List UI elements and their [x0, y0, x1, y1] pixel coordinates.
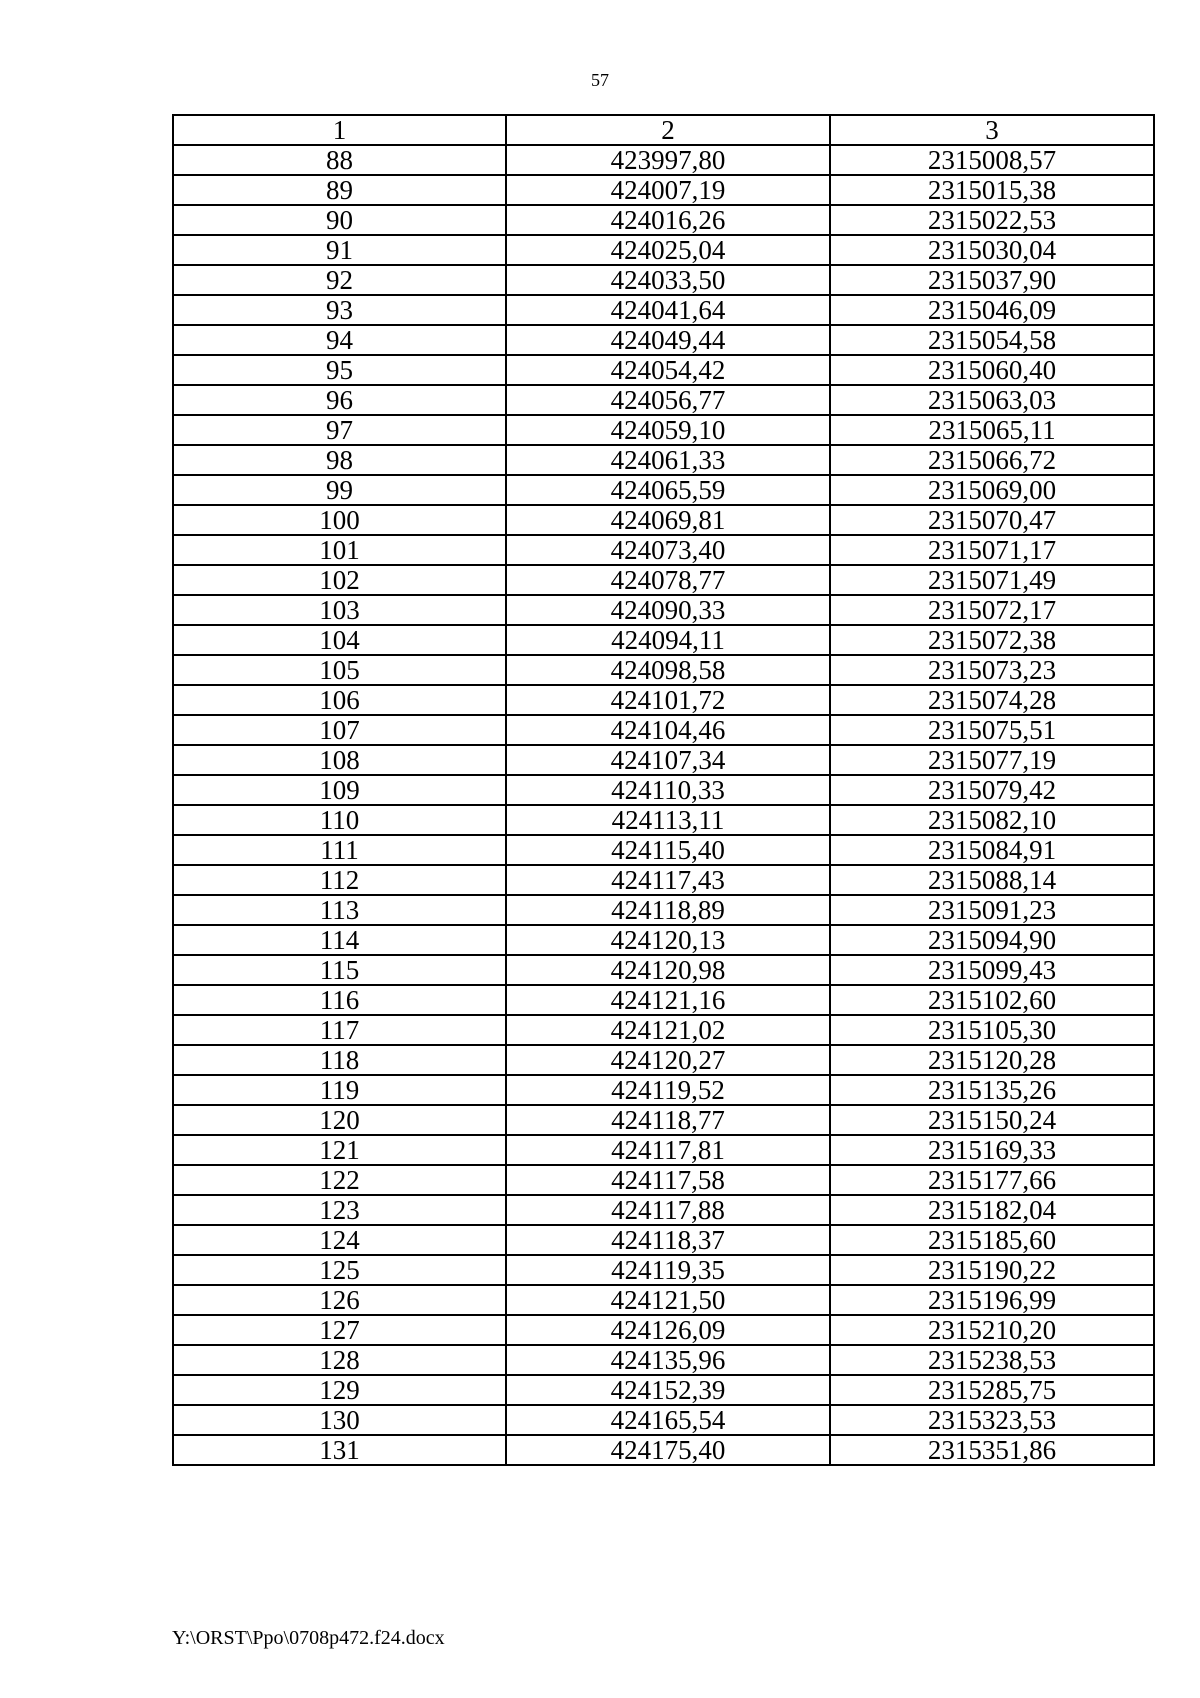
coordinate-x-cell: 424025,04: [506, 235, 830, 265]
coordinate-x-cell: 424117,58: [506, 1165, 830, 1195]
point-number-cell: 127: [173, 1315, 506, 1345]
coordinate-x-cell: 424165,54: [506, 1405, 830, 1435]
coordinate-y-cell: 2315075,51: [830, 715, 1154, 745]
table-row: [173, 355, 1154, 385]
coordinate-y-cell: 2315351,86: [830, 1435, 1154, 1465]
coordinate-x-cell: 424033,50: [506, 265, 830, 295]
table-row: [173, 445, 1154, 475]
header-cell-col1: 1: [173, 115, 506, 145]
coordinate-y-cell: 2315071,17: [830, 535, 1154, 565]
coordinate-x-cell: 424120,27: [506, 1045, 830, 1075]
coordinate-y-cell: 2315196,99: [830, 1285, 1154, 1315]
point-number-cell: 88: [173, 145, 506, 175]
table-row: [173, 415, 1154, 445]
point-number-cell: 114: [173, 925, 506, 955]
coordinate-y-cell: 2315135,26: [830, 1075, 1154, 1105]
coordinate-x-cell: 424175,40: [506, 1435, 830, 1465]
point-number-cell: 100: [173, 505, 506, 535]
point-number-cell: 96: [173, 385, 506, 415]
coordinate-y-cell: 2315022,53: [830, 205, 1154, 235]
coordinate-y-cell: 2315071,49: [830, 565, 1154, 595]
table-row: [173, 235, 1154, 265]
table-row: [173, 595, 1154, 625]
table-row: [173, 775, 1154, 805]
point-number-cell: 105: [173, 655, 506, 685]
coordinate-x-cell: 424016,26: [506, 205, 830, 235]
table-row: [173, 865, 1154, 895]
point-number-cell: 125: [173, 1255, 506, 1285]
coordinate-x-cell: 423997,80: [506, 145, 830, 175]
point-number-cell: 94: [173, 325, 506, 355]
coordinate-y-cell: 2315084,91: [830, 835, 1154, 865]
coordinate-x-cell: 424120,13: [506, 925, 830, 955]
coordinate-y-cell: 2315077,19: [830, 745, 1154, 775]
table-row: [173, 1135, 1154, 1165]
coordinate-x-cell: 424120,98: [506, 955, 830, 985]
coordinates-table: [172, 114, 1155, 1466]
point-number-cell: 118: [173, 1045, 506, 1075]
table-row: [173, 1315, 1154, 1345]
table-row: [173, 955, 1154, 985]
point-number-cell: 95: [173, 355, 506, 385]
table-row: [173, 1195, 1154, 1225]
coordinate-y-cell: 2315063,03: [830, 385, 1154, 415]
table-row: [173, 205, 1154, 235]
coordinate-y-cell: 2315072,38: [830, 625, 1154, 655]
table-row: [173, 985, 1154, 1015]
header-cell-col3: 3: [830, 115, 1154, 145]
point-number-cell: 106: [173, 685, 506, 715]
coordinate-y-cell: 2315073,23: [830, 655, 1154, 685]
point-number-cell: 103: [173, 595, 506, 625]
coordinate-x-cell: 424065,59: [506, 475, 830, 505]
coordinate-y-cell: 2315185,60: [830, 1225, 1154, 1255]
table-row: [173, 475, 1154, 505]
coordinate-y-cell: 2315238,53: [830, 1345, 1154, 1375]
table-row: [173, 1015, 1154, 1045]
coordinate-y-cell: 2315046,09: [830, 295, 1154, 325]
point-number-cell: 129: [173, 1375, 506, 1405]
table-row: [173, 655, 1154, 685]
coordinate-x-cell: 424121,16: [506, 985, 830, 1015]
coordinate-x-cell: 424104,46: [506, 715, 830, 745]
coordinate-x-cell: 424117,88: [506, 1195, 830, 1225]
point-number-cell: 116: [173, 985, 506, 1015]
coordinate-y-cell: 2315065,11: [830, 415, 1154, 445]
table-header-row: [173, 115, 1154, 145]
table-row: [173, 1225, 1154, 1255]
coordinate-y-cell: 2315285,75: [830, 1375, 1154, 1405]
coordinate-y-cell: 2315210,20: [830, 1315, 1154, 1345]
coordinate-x-cell: 424121,02: [506, 1015, 830, 1045]
point-number-cell: 122: [173, 1165, 506, 1195]
coordinate-y-cell: 2315015,38: [830, 175, 1154, 205]
table-row: [173, 1435, 1154, 1465]
point-number-cell: 119: [173, 1075, 506, 1105]
table-row: [173, 685, 1154, 715]
table-row: [173, 625, 1154, 655]
coordinate-x-cell: 424113,11: [506, 805, 830, 835]
coordinate-x-cell: 424117,81: [506, 1135, 830, 1165]
point-number-cell: 113: [173, 895, 506, 925]
coordinate-y-cell: 2315102,60: [830, 985, 1154, 1015]
table-row: [173, 1105, 1154, 1135]
point-number-cell: 89: [173, 175, 506, 205]
point-number-cell: 107: [173, 715, 506, 745]
coordinate-y-cell: 2315105,30: [830, 1015, 1154, 1045]
coordinate-y-cell: 2315037,90: [830, 265, 1154, 295]
table-row: [173, 1045, 1154, 1075]
point-number-cell: 99: [173, 475, 506, 505]
coordinate-x-cell: 424054,42: [506, 355, 830, 385]
coordinate-x-cell: 424007,19: [506, 175, 830, 205]
coordinate-x-cell: 424119,52: [506, 1075, 830, 1105]
point-number-cell: 128: [173, 1345, 506, 1375]
point-number-cell: 92: [173, 265, 506, 295]
point-number-cell: 101: [173, 535, 506, 565]
coordinate-x-cell: 424090,33: [506, 595, 830, 625]
coordinate-x-cell: 424118,89: [506, 895, 830, 925]
table-row: [173, 385, 1154, 415]
point-number-cell: 90: [173, 205, 506, 235]
coordinate-x-cell: 424073,40: [506, 535, 830, 565]
point-number-cell: 97: [173, 415, 506, 445]
point-number-cell: 115: [173, 955, 506, 985]
point-number-cell: 91: [173, 235, 506, 265]
table-row: [173, 535, 1154, 565]
point-number-cell: 117: [173, 1015, 506, 1045]
point-number-cell: 121: [173, 1135, 506, 1165]
coordinate-y-cell: 2315150,24: [830, 1105, 1154, 1135]
table-row: [173, 1285, 1154, 1315]
table-body: [173, 115, 1154, 1465]
coordinate-x-cell: 424115,40: [506, 835, 830, 865]
coordinate-x-cell: 424094,11: [506, 625, 830, 655]
point-number-cell: 104: [173, 625, 506, 655]
point-number-cell: 131: [173, 1435, 506, 1465]
table-row: [173, 925, 1154, 955]
table-row: [173, 505, 1154, 535]
header-cell-col2: 2: [506, 115, 830, 145]
coordinate-x-cell: 424101,72: [506, 685, 830, 715]
footer-file-path: Y:\ORST\Ppo\0708p472.f24.docx: [172, 1627, 445, 1649]
coordinate-y-cell: 2315182,04: [830, 1195, 1154, 1225]
point-number-cell: 109: [173, 775, 506, 805]
coordinate-y-cell: 2315169,33: [830, 1135, 1154, 1165]
point-number-cell: 124: [173, 1225, 506, 1255]
table-row: [173, 295, 1154, 325]
coordinate-x-cell: 424078,77: [506, 565, 830, 595]
coordinate-y-cell: 2315072,17: [830, 595, 1154, 625]
coordinate-y-cell: 2315177,66: [830, 1165, 1154, 1195]
table-row: [173, 835, 1154, 865]
table-row: [173, 1165, 1154, 1195]
coordinate-x-cell: 424059,10: [506, 415, 830, 445]
table-row: [173, 325, 1154, 355]
point-number-cell: 111: [173, 835, 506, 865]
coordinate-y-cell: 2315082,10: [830, 805, 1154, 835]
coordinate-y-cell: 2315070,47: [830, 505, 1154, 535]
table-row: [173, 175, 1154, 205]
table-row: [173, 265, 1154, 295]
coordinate-y-cell: 2315088,14: [830, 865, 1154, 895]
table-row: [173, 1345, 1154, 1375]
coordinate-y-cell: 2315099,43: [830, 955, 1154, 985]
point-number-cell: 110: [173, 805, 506, 835]
coordinate-x-cell: 424049,44: [506, 325, 830, 355]
table-row: [173, 1075, 1154, 1105]
table-row: [173, 895, 1154, 925]
coordinate-x-cell: 424110,33: [506, 775, 830, 805]
coordinate-y-cell: 2315190,22: [830, 1255, 1154, 1285]
coordinate-x-cell: 424118,77: [506, 1105, 830, 1135]
point-number-cell: 93: [173, 295, 506, 325]
coordinate-x-cell: 424098,58: [506, 655, 830, 685]
point-number-cell: 112: [173, 865, 506, 895]
coordinate-y-cell: 2315074,28: [830, 685, 1154, 715]
table-row: [173, 805, 1154, 835]
coordinate-y-cell: 2315091,23: [830, 895, 1154, 925]
point-number-cell: 108: [173, 745, 506, 775]
coordinate-y-cell: 2315079,42: [830, 775, 1154, 805]
coordinate-x-cell: 424107,34: [506, 745, 830, 775]
point-number-cell: 130: [173, 1405, 506, 1435]
coordinate-y-cell: 2315120,28: [830, 1045, 1154, 1075]
table-row: [173, 1375, 1154, 1405]
coordinate-x-cell: 424117,43: [506, 865, 830, 895]
coordinate-x-cell: 424118,37: [506, 1225, 830, 1255]
coordinate-y-cell: 2315094,90: [830, 925, 1154, 955]
point-number-cell: 120: [173, 1105, 506, 1135]
point-number-cell: 102: [173, 565, 506, 595]
coordinate-y-cell: 2315054,58: [830, 325, 1154, 355]
coordinate-x-cell: 424152,39: [506, 1375, 830, 1405]
coordinate-x-cell: 424041,64: [506, 295, 830, 325]
table-row: [173, 745, 1154, 775]
coordinate-y-cell: 2315323,53: [830, 1405, 1154, 1435]
point-number-cell: 123: [173, 1195, 506, 1225]
coordinate-y-cell: 2315060,40: [830, 355, 1154, 385]
coordinate-y-cell: 2315030,04: [830, 235, 1154, 265]
table-row: [173, 145, 1154, 175]
table-row: [173, 715, 1154, 745]
coordinate-x-cell: 424121,50: [506, 1285, 830, 1315]
coordinate-x-cell: 424119,35: [506, 1255, 830, 1285]
coordinate-y-cell: 2315069,00: [830, 475, 1154, 505]
page-number: 57: [591, 70, 609, 90]
coordinate-y-cell: 2315066,72: [830, 445, 1154, 475]
table-row: [173, 1405, 1154, 1435]
coordinate-x-cell: 424069,81: [506, 505, 830, 535]
point-number-cell: 98: [173, 445, 506, 475]
coordinate-x-cell: 424126,09: [506, 1315, 830, 1345]
point-number-cell: 126: [173, 1285, 506, 1315]
table-row: [173, 1255, 1154, 1285]
coordinate-x-cell: 424056,77: [506, 385, 830, 415]
table-row: [173, 565, 1154, 595]
coordinate-y-cell: 2315008,57: [830, 145, 1154, 175]
coordinate-x-cell: 424061,33: [506, 445, 830, 475]
coordinate-x-cell: 424135,96: [506, 1345, 830, 1375]
